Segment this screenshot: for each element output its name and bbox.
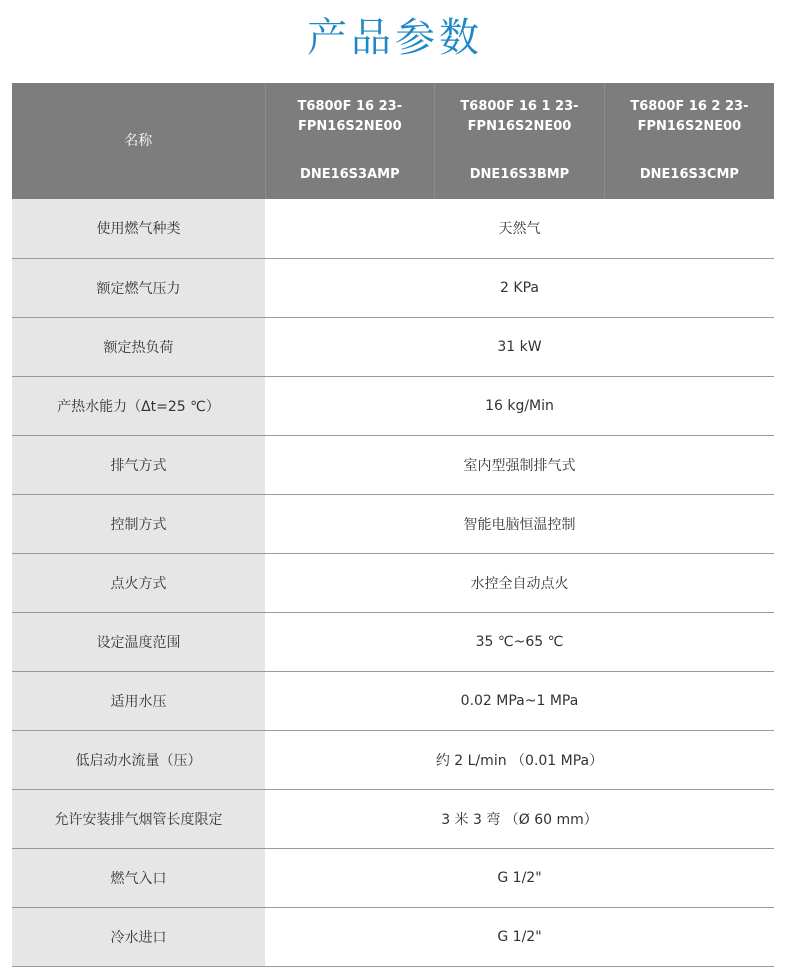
param-value: 室内型强制排气式 [265, 435, 774, 494]
param-value: 智能电脑恒温控制 [265, 494, 774, 553]
table-row [12, 848, 774, 907]
param-value: G 1/2" [265, 907, 774, 966]
param-name: 低启动水流量（压） [12, 730, 265, 789]
model-line: DNE16S3BMP [469, 167, 570, 182]
model-line: T6800F 16 2 23- [630, 99, 749, 114]
param-name: 额定燃气压力 [12, 258, 265, 317]
param-name: 产热水能力（Δt=25 ℃） [12, 376, 265, 435]
model-line: T6800F 16 23- [297, 99, 403, 114]
table-row [12, 730, 774, 789]
model-line: DNE16S3CMP [639, 167, 739, 182]
param-value: 约 2 L/min （0.01 MPa） [265, 730, 774, 789]
model-line: FPN16S2NE00 [637, 119, 742, 134]
param-value: G 1/2" [265, 848, 774, 907]
model-header-c [604, 83, 774, 199]
table-row [12, 789, 774, 848]
param-value: 31 kW [265, 317, 774, 376]
page-title: 产品参数 [307, 15, 483, 61]
param-value: 水控全自动点火 [265, 553, 774, 612]
model-line: DNE16S3AMP [300, 167, 400, 182]
table-row [12, 494, 774, 553]
table-row [12, 612, 774, 671]
table-row [12, 435, 774, 494]
param-value: 天然气 [265, 199, 774, 258]
param-name: 冷水进口 [12, 907, 265, 966]
model-header-a [265, 83, 435, 199]
table-row [12, 199, 774, 258]
param-name: 燃气入口 [12, 848, 265, 907]
param-name: 额定热负荷 [12, 317, 265, 376]
param-value: 2 KPa [265, 258, 774, 317]
param-name: 允许安装排气烟管长度限定 [12, 789, 265, 848]
table-row [12, 317, 774, 376]
table-row [12, 553, 774, 612]
param-value: 16 kg/Min [265, 376, 774, 435]
param-name: 使用燃气种类 [12, 199, 265, 258]
param-name: 排气方式 [12, 435, 265, 494]
model-line: T6800F 16 1 23- [460, 99, 579, 114]
param-name: 控制方式 [12, 494, 265, 553]
param-value: 3 米 3 弯 （Ø 60 mm） [265, 789, 774, 848]
table-row [12, 907, 774, 966]
header-label: 名称 [12, 83, 265, 199]
model-line: FPN16S2NE00 [467, 119, 572, 134]
param-value: 0.02 MPa~1 MPa [265, 671, 774, 730]
param-value: 35 ℃~65 ℃ [265, 612, 774, 671]
table-row [12, 376, 774, 435]
param-name: 设定温度范围 [12, 612, 265, 671]
model-header-b [435, 83, 605, 199]
table-row [12, 671, 774, 730]
param-name: 点火方式 [12, 553, 265, 612]
param-name: 适用水压 [12, 671, 265, 730]
spec-table [12, 83, 774, 967]
table-row [12, 258, 774, 317]
table-header-row [12, 83, 774, 199]
model-line: FPN16S2NE00 [298, 119, 402, 134]
